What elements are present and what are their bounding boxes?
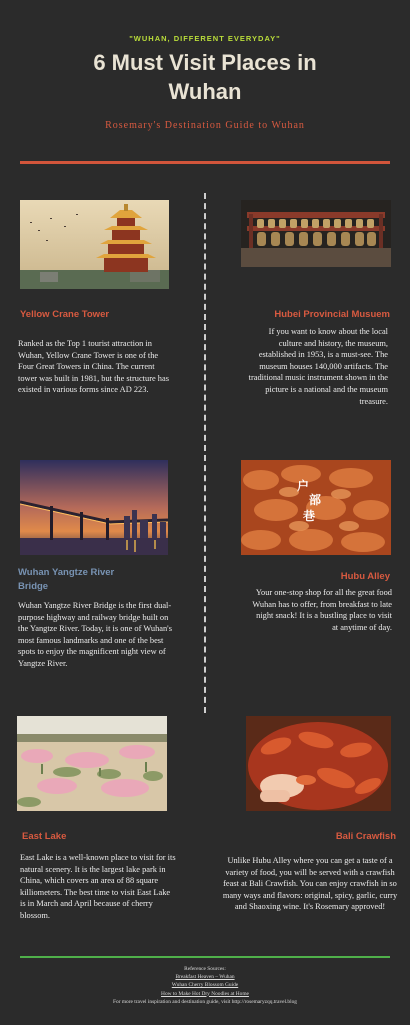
tagline: "WUHAN, DIFFERENT EVERYDAY": [129, 34, 281, 43]
place-description-bridge: Wuhan Yangtze River Bridge is the first dual-purpose highway and railway bridge built on the Yangtze River. Today, it is one of Wuhan's most famous landmarks and one of the best spots to enjoy the magnificent night view of Yangtze River.: [18, 601, 172, 668]
references: [0, 965, 410, 1006]
yellow-crane-tower-photo: [20, 200, 169, 289]
bridge-heading-line-1: Wuhan Yangtze River: [18, 567, 115, 578]
reference-link-breakfast-heaven[interactable]: Breakfast Heaven – Wuhan: [175, 974, 235, 981]
place-description-yellow-crane-tower: Ranked as the Top 1 tourist attraction in Wuhan, Yellow Crane Tower is one of the Four Great Towers in China. The current tower was built in 1981, but the structure has existed in various forms since AD 223.: [18, 339, 169, 395]
title-line-1: 6 Must Visit Places in: [93, 50, 317, 75]
reference-link-cherry-blossom[interactable]: Wuhan Cherry Blossom Guide: [171, 982, 239, 989]
place-description-museum: If you want to know about the local culture and history, the museum, established in 1953, is a must-see. The museum houses 140,000 artifacts. The traditional music instrument shown in the picture is a national and the museum treasure.: [248, 327, 388, 406]
east-lake-photo: [17, 716, 167, 811]
place-heading-east-lake: East Lake: [22, 831, 67, 842]
reference-link-hot-dry-noodles[interactable]: How to Make Hot Dry Noodles at Home: [161, 990, 249, 997]
place-heading-museum: Hubei Provincial Musuem: [274, 309, 390, 320]
bridge-heading-line-2: Bridge: [18, 581, 49, 592]
bridge-night-photo: [20, 460, 168, 555]
page-subtitle: Rosemary's Destination Guide to Wuhan: [105, 120, 305, 131]
svg-text:巷: 巷: [303, 509, 316, 523]
header-divider: [20, 161, 390, 164]
crawfish-photo: [246, 716, 391, 811]
title-line-2: Wuhan: [168, 79, 242, 104]
footer-divider: [20, 956, 390, 958]
center-dashed-divider: [204, 193, 206, 713]
place-description-east-lake: East Lake is a well-known place to visit for its natural scenery. It is the largest lake park in China, which covers an area of 88 square killiometers. The best time to visit East Lake is in March and April because of cherry blossom.: [20, 853, 176, 920]
svg-text:部: 部: [309, 493, 322, 507]
museum-instrument-photo: [241, 200, 391, 267]
place-heading-bridge: [18, 566, 178, 594]
place-description-bali-crawfish: Unlike Hubu Alley where you can get a taste of a variety of food, you will be served with a crawfish feast at Bali Crawfish. You can enjoy crawfish in so many ways and flavors: original, spicy, garlic, curry and Shaoxing wine. It's Rosemary approved!: [222, 856, 398, 912]
alley-food-photo: [241, 460, 391, 555]
place-heading-bali-crawfish: Bali Crawfish: [335, 831, 396, 842]
travel-blog-note: For more travel inspiration and destination guide, visit http://rosemaryzqq.travel.blog: [113, 998, 297, 1005]
place-heading-hubu-alley: Hubu Alley: [340, 571, 390, 582]
place-heading-yellow-crane-tower: Yellow Crane Tower: [20, 309, 110, 320]
references-heading: Reference Sources:: [184, 966, 226, 972]
svg-text:户: 户: [297, 479, 310, 493]
place-description-hubu-alley: Your one-stop shop for all the great food Wuhan has to offer, from breakfast to late night snack! It is a bustling place to visit at anytime of day.: [252, 588, 392, 632]
page-title: [0, 48, 410, 106]
